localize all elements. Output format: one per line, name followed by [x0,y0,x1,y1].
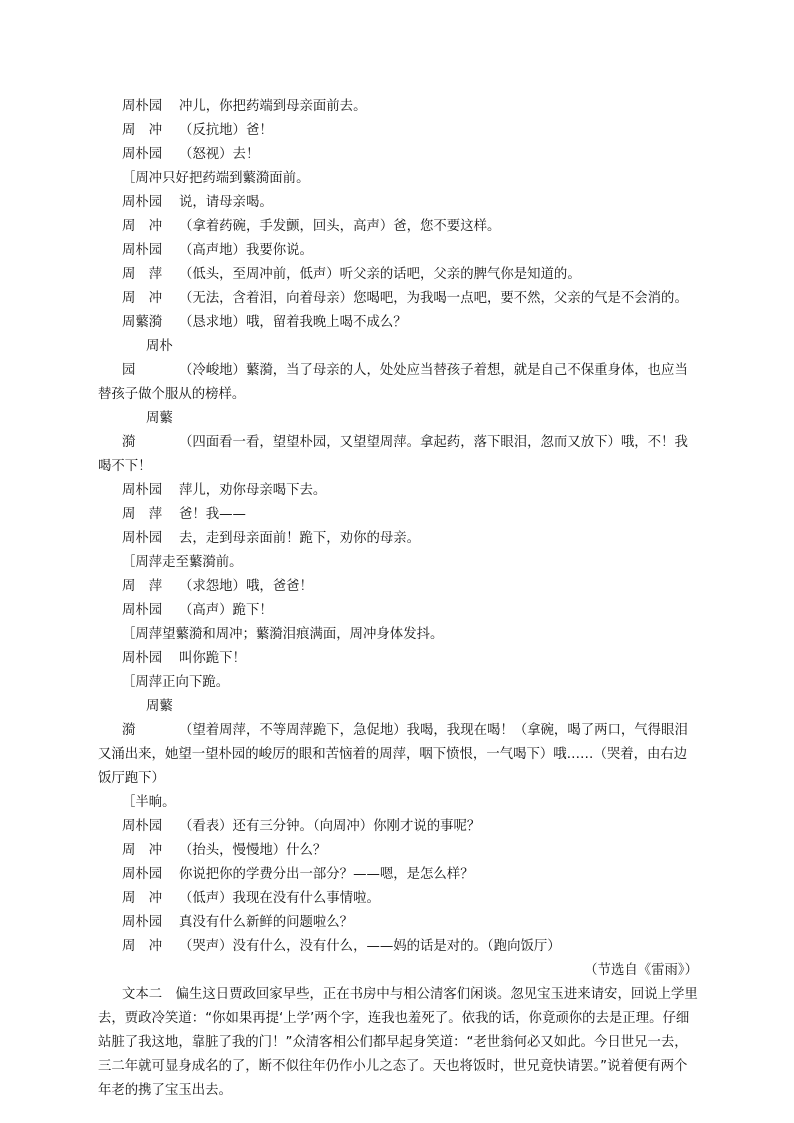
line-text: （怒视）去！ [179,147,260,162]
stage-direction: ［周萍望蘩漪和周冲；蘩漪泪痕满面，周冲身体发抖。 [122,627,444,642]
speaker: 周朴园 [122,147,163,162]
stage-direction: ［周冲只好把药端到蘩漪面前。 [122,171,310,186]
line-text: （恳求地）哦，留着我晚上喝不成么？ [179,315,407,330]
line-text: （高声地）我要你说。 [179,243,313,258]
dialogue-line [98,839,698,863]
dialogue-line [98,863,698,887]
speaker: 周朴园 [122,243,163,258]
line-text: 冲儿，你把药端到母亲面前去。 [179,99,367,114]
speaker: 周朴园 [122,195,163,210]
speaker: 周朴园 [122,915,163,930]
dialogue-line [98,503,698,527]
dialogue-line [98,95,698,119]
line-text: （求怨地）哦，爸爸！ [179,579,313,594]
line-text: 你说把你的学费分出一部分？——嗯，是怎么样？ [179,867,474,882]
stage-direction: ［周萍走至蘩漪前。 [122,555,243,570]
speaker: 周 萍 [122,579,163,594]
line-text: 说，请母亲喝。 [179,195,273,210]
dialogue-paragraph [98,695,698,791]
speaker: 周朴园 [122,531,163,546]
speaker: 周 萍 [122,507,163,522]
dialogue-line [98,287,698,311]
line-text: （高声）跪下！ [179,603,273,618]
speaker: 周朴园 [122,819,163,834]
dialogue-line [98,311,698,335]
document-body [98,95,698,1103]
speaker: 周朴园 [122,483,163,498]
source-citation: （节选自《雷雨》） [584,963,698,978]
speaker: 周朴园 [122,651,163,666]
dialogue-line [98,527,698,551]
line-text: 萍儿，劝你母亲喝下去。 [179,483,327,498]
line-text: （四面看一看，望望朴园，又望望周萍。拿起药，落下眼泪，忽而又放下）哦，不！我喝不下！ [98,435,688,474]
line-text: （抬头，慢慢地）什么？ [179,843,327,858]
line-text: 爸！我—— [179,507,246,522]
speaker: 周蘩漪 [122,699,173,738]
dialogue-line [98,119,698,143]
line-text: 真没有什么新鲜的问题啦么？ [179,915,354,930]
dialogue-paragraph [98,407,698,479]
line-text: （拿着药碗，手发颤，回头，高声）爸，您不要这样。 [179,219,501,234]
dialogue-line [98,647,698,671]
dialogue-line [98,215,698,239]
speaker: 周 冲 [122,291,163,306]
line-text: （低声）我现在没有什么事情啦。 [179,891,380,906]
line-text: （低头，至周冲前，低声）听父亲的话吧，父亲的脾气你是知道的。 [179,267,581,282]
line-text: （反抗地）爸！ [179,123,273,138]
line-text: （冷峻地）蘩漪，当了母亲的人，处处应当替孩子着想，就是自己不保重身体，也应当替孩子做个服从的榜样。 [98,363,688,402]
line-text: （无法，含着泪，向着母亲）您喝吧，为我喝一点吧，要不然，父亲的气是不会消的。 [179,291,688,306]
dialogue-line [98,239,698,263]
dialogue-line [98,143,698,167]
dialogue-line [98,599,698,623]
dialogue-line [98,935,698,959]
text-two-paragraph: 文本二 偏生这日贾政回家早些，正在书房中与相公清客们闲谈。忽见宝玉进来请安，回说上学里去，贾政冷笑道：“你如果再提‘上学’两个字，连我也羞死了。依我的话，你竟顽你的去是正理。仔细站脏了我这地，靠脏了我的门！”众清客相公们都早起身笑道：“老世翁何必又如此。今日世兄一去，三二年就可显身成名的了，断不似往年仍作小儿之态了。天也将饭时，世兄竟快请罢。”说着便有两个年老的携了宝玉出去。 [98,987,698,1098]
line-text: （望着周萍，不等周萍跪下，急促地）我喝，我现在喝！（拿碗，喝了两口，气得眼泪又涌出来，她望一望朴园的峻厉的眼和苦恼着的周萍，咽下愤恨，一气喝下）哦……（哭着，由右边饭厅跑下） [98,723,688,786]
speaker: 周 冲 [122,843,163,858]
dialogue-line [98,479,698,503]
dialogue-line [98,815,698,839]
stage-direction: ［周萍正向下跪。 [122,675,230,690]
speaker: 周朴园 [122,339,173,378]
dialogue-line [98,263,698,287]
line-text: 叫你跪下！ [179,651,246,666]
dialogue-line [98,191,698,215]
dialogue-paragraph [98,335,698,407]
speaker: 周 萍 [122,267,163,282]
speaker: 周 冲 [122,891,163,906]
speaker: 周朴园 [122,99,163,114]
line-text: 去，走到母亲面前！跪下，劝你的母亲。 [179,531,421,546]
speaker: 周 冲 [122,939,163,954]
speaker: 周朴园 [122,867,163,882]
dialogue-line [98,911,698,935]
speaker: 周蘩漪 [122,411,173,450]
line-text: （看表）还有三分钟。（向周冲）你刚才说的事呢？ [179,819,481,834]
speaker: 周 冲 [122,219,163,234]
speaker: 周蘩漪 [122,315,163,330]
line-text: （哭声）没有什么，没有什么，——妈的话是对的。（跑向饭厅） [179,939,561,954]
speaker: 周 冲 [122,123,163,138]
speaker: 周朴园 [122,603,163,618]
stage-direction: ［半晌。 [122,795,176,810]
dialogue-line [98,887,698,911]
dialogue-line [98,575,698,599]
